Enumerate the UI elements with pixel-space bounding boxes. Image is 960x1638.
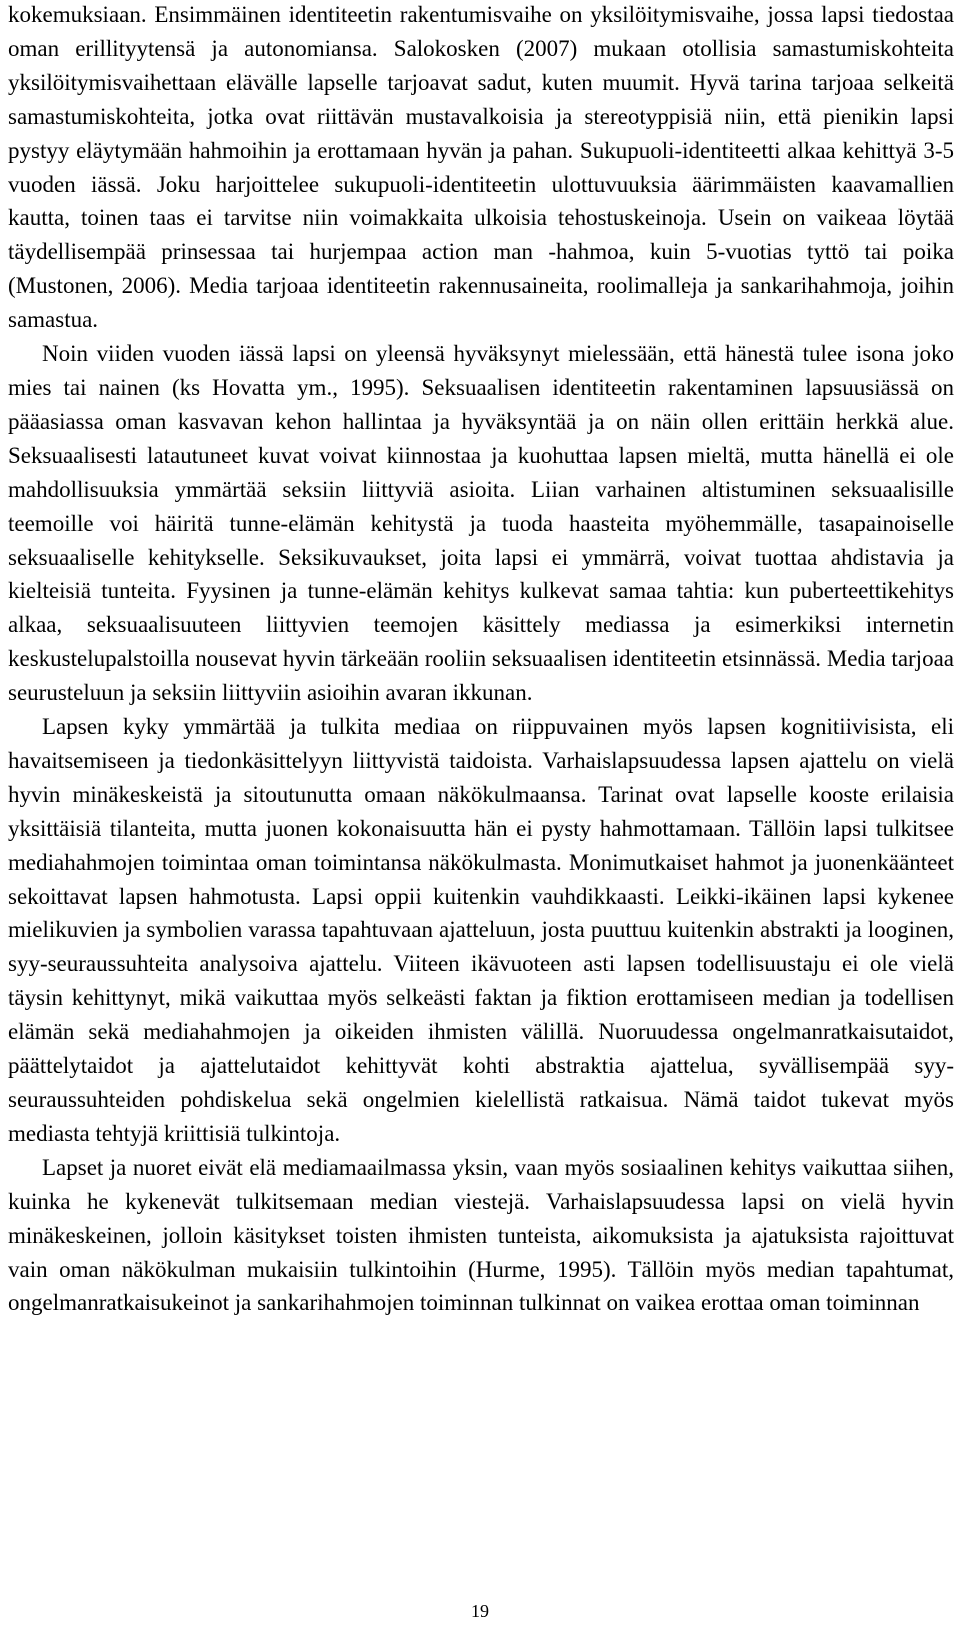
paragraph-4: Lapset ja nuoret eivät elä mediamaailmassa yksin, vaan myös sosiaalinen kehitys vaikuttaa siihen, kuinka he kykenevät tulkitsemaan median viestejä. Varhaislapsuudessa lapsi on vielä hyvin minäkeskeinen, jolloin käsitykset toisten ihmisten tunteista, aikomuksista ja ajatuksista rajoittuvat vain oman näkökulman mukaisiin tulkintoihin (Hurme, 1995). Tällöin myös median tapahtumat, ongelmanratkaisukeinot ja sankarihahmojen toiminnan tulkinnat on vaikea erottaa oman toiminnan xyxy=(8,1154,954,1316)
paragraph-3: Lapsen kyky ymmärtää ja tulkita mediaa on riippuvainen myös lapsen kognitiivisista, eli havaitsemiseen ja tiedonkäsittelyyn liittyvistä taidoista. Varhaislapsuudessa lapsen ajattelu on vielä hyvin minäkeskeistä ja sitoutunutta omaan näkökulmaansa. Tarinat ovat lapselle kooste erilaisia yksittäisiä tilanteita, mutta juonen kokonaisuutta hän ei pysty hahmottamaan. Tällöin lapsi tulkitsee mediahahmojen toimintaa oman toimintansa näkökulmasta. Monimutkaiset hahmot ja juonenkäänteet sekoittavat lapsen hahmotusta. Lapsi oppii kuitenkin vauhdikkaasti. Leikki-ikäinen lapsi kykenee mielikuvien ja symbolien varassa tapahtuvaan ajatteluun, josta puuttuu kuitenkin abstrakti ja looginen, syy-seuraussuhteita analysoiva ajattelu. Viiteen ikävuoteen asti lapsen todellisuustaju ei ole vielä täysin kehittynyt, mikä vaikuttaa myös selkeästi faktan ja fiktion erottamiseen median ja todellisen elämän sekä mediahahmojen ja oikeiden ihmisten välillä. Nuoruudessa ongelmanratkaisutaidot, päättelytaidot ja ajattelutaidot kehittyvät kohti abstraktia ajattelua, syvällisempää syy-seuraussuhteiden pohdiskelua sekä ongelmien kielellistä ratkaisua. Nämä taidot tukevat myös mediasta tehtyjä kriittisiä tulkintoja. xyxy=(8,714,954,1146)
paragraph-2: Noin viiden vuoden iässä lapsi on yleensä hyväksynyt mielessään, että hänestä tulee isona joko mies tai nainen (ks Hovatta ym., 1995). Seksuaalisen identiteetin rakentaminen lapsuusiässä on pääasiassa oman kasvavan kehon hallintaa ja hyväksyntää ja on näin ollen erittäin herkkä alue. Seksuaalisesti latautuneet kuvat voivat kiinnostaa ja kuohuttaa lapsen mieltä, mutta hänellä ei ole mahdollisuuksia ymmärtää seksiin liittyviä asioita. Liian varhainen altistuminen seksuaalisille teemoille voi häiritä tunne-elämän kehitystä ja tuoda haasteita myöhemmälle, tasapainoiselle seksuaaliselle kehitykselle. Seksikuvaukset, joita lapsi ei ymmärrä, voivat tuottaa ahdistavia ja kielteisiä tunteita. Fyysinen ja tunne-elämän kehitys kulkevat samaa tahtia: kun puberteettikehitys alkaa, seksuaalisuuteen liittyvien teemojen käsittely mediassa ja esimerkiksi internetin keskustelupalstoilla nousevat hyvin tärkeään rooliin seksuaalisen identiteetin etsinnässä. Media tarjoaa seurusteluun ja seksiin liittyviin asioihin avaran ikkunan. xyxy=(8,341,954,706)
body-text xyxy=(8,0,954,1320)
page-number: 19 xyxy=(471,1601,489,1621)
paragraph-1: kokemuksiaan. Ensimmäinen identiteetin rakentumisvaihe on yksilöitymisvaihe, jossa lapsi tiedostaa oman erillityytensä ja autonomiansa. Salokosken (2007) mukaan otollisia samastumiskohteita yksilöitymisvaihettaan elävälle lapselle tarjoavat sadut, kuten muumit. Hyvä tarina tarjoaa selkeitä samastumiskohteita, jotka ovat riittävän mustavalkoisia ja stereotyppisiä niin, että pienikin lapsi pystyy eläytymään hahmoihin ja erottamaan hyvän ja pahan. Sukupuoli-identiteetti alkaa kehittyä 3-5 vuoden iässä. Joku harjoittelee sukupuoli-identiteetin ulottuvuuksia äärimmäisten kaavamallien kautta, toinen taas ei tarvitse niin voimakkaita ulkoisia tehostuskeinoja. Usein on vaikeaa löytää täydellisempää prinsessaa tai hurjempaa action man -hahmoa, kuin 5-vuotias tyttö tai poika (Mustonen, 2006). Media tarjoaa identiteetin rakennusaineita, roolimalleja ja sankarihahmoja, joihin samastua. xyxy=(8,2,954,333)
